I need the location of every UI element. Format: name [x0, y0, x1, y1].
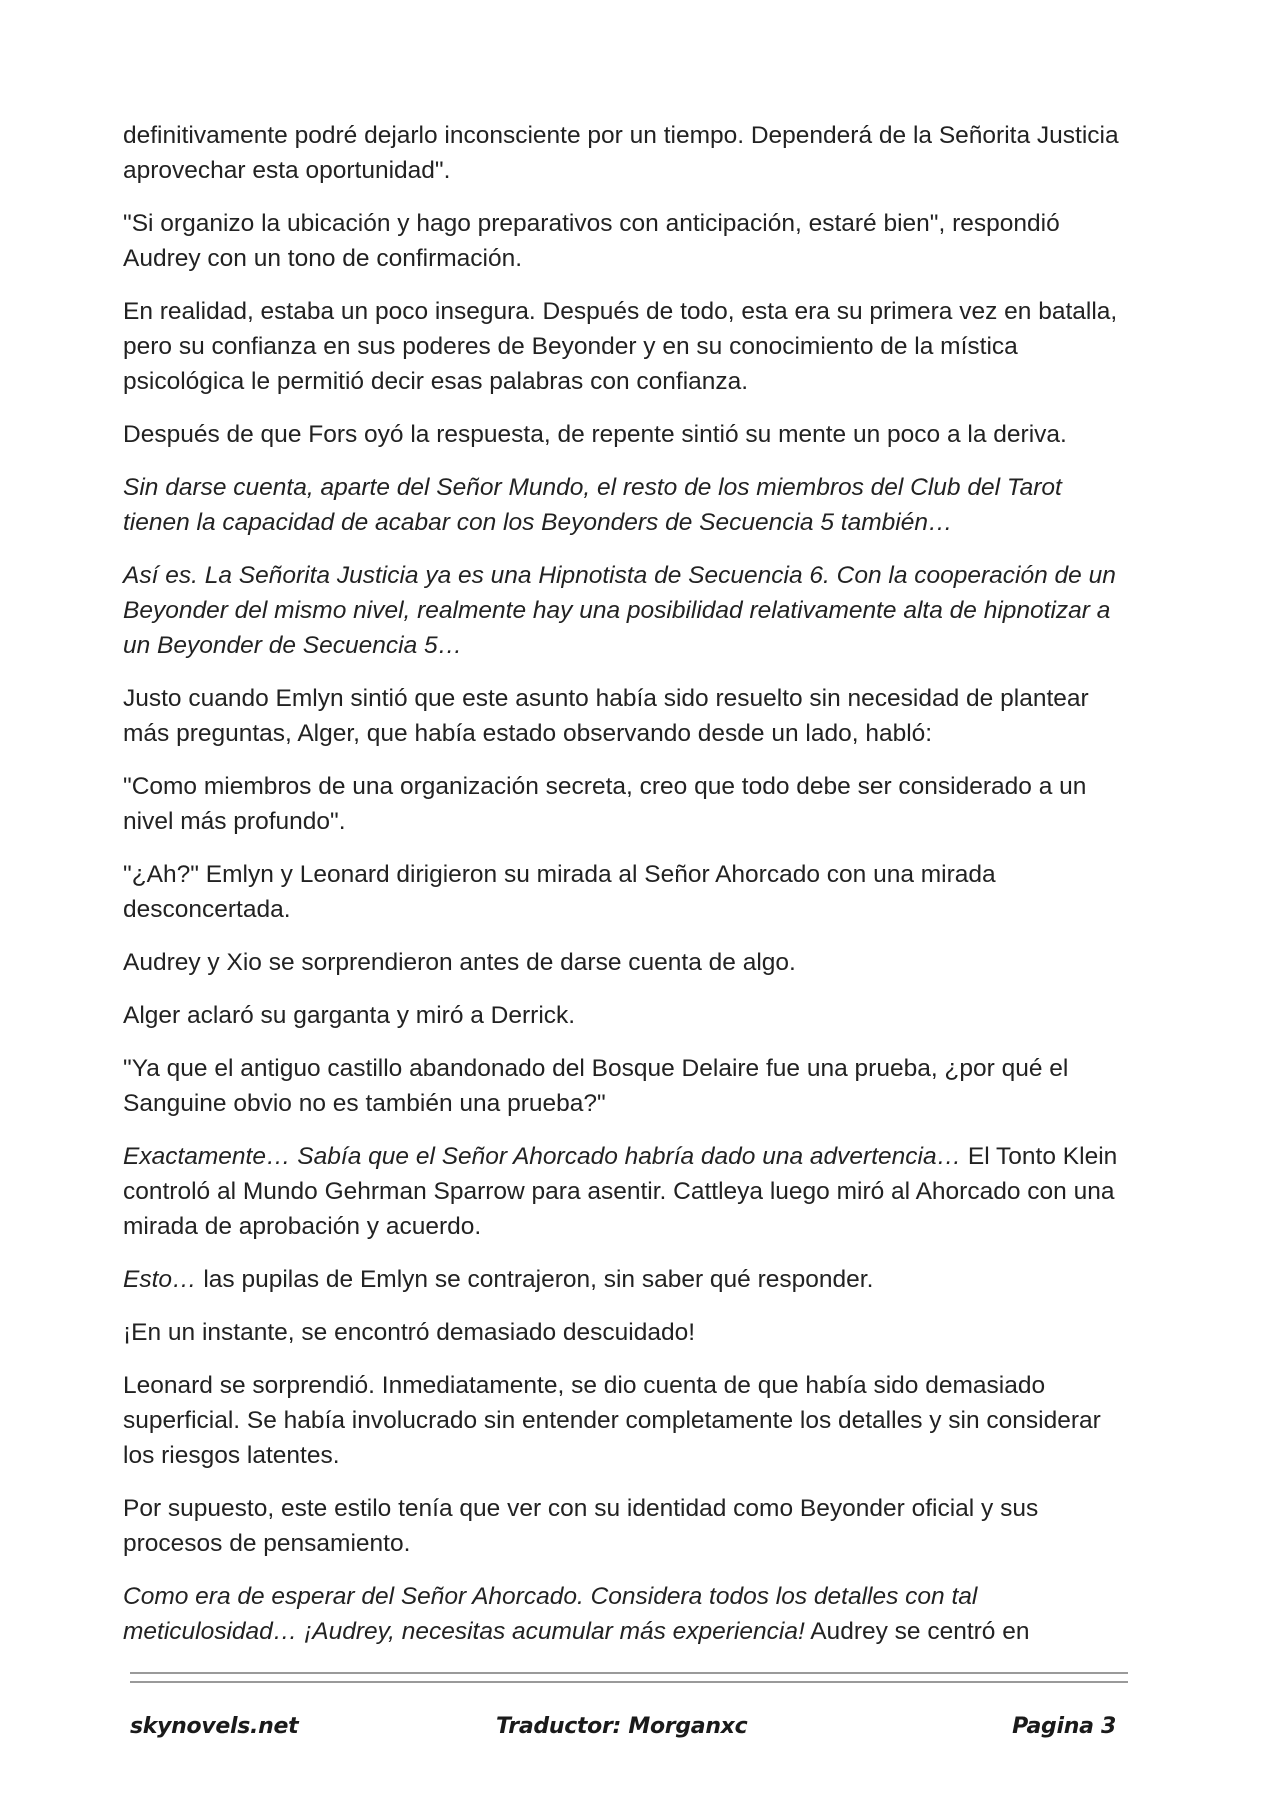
text-segment: En realidad, estaba un poco insegura. Después de todo, esta era su primera vez en batalla, pero su confianza en sus poderes de Beyonder y en su conocimiento de la mística psicológica le permitió decir esas palabras con confianza. [123, 298, 1118, 395]
paragraph [123, 558, 1133, 663]
paragraph [123, 945, 1133, 980]
text-segment: "Si organizo la ubicación y hago preparativos con anticipación, estaré bien", respondió Audrey con un tono de confirmación. [123, 210, 1060, 272]
paragraph [123, 470, 1133, 540]
italic-text-segment: Esto… [123, 1266, 197, 1293]
paragraph [123, 1139, 1133, 1244]
italic-text-segment: Como era de esperar del Señor Ahorcado. Considera todos los detalles con tal meticulosidad… ¡Audrey, necesitas acumular más experiencia! [123, 1583, 978, 1645]
paragraph [123, 118, 1133, 188]
footer-translator: Traductor: Morganxc [496, 1714, 748, 1739]
italic-text-segment: Así es. La Señorita Justicia ya es una Hipnotista de Secuencia 6. Con la cooperación de un Beyonder del mismo nivel, realmente hay una posibilidad relativamente alta de hipnotizar a un Beyonder de Secuencia 5… [123, 562, 1116, 659]
paragraph [123, 1491, 1133, 1561]
text-segment: Audrey se centró en [804, 1618, 1030, 1645]
text-segment: Alger aclaró su garganta y miró a Derrick. [123, 1002, 576, 1029]
document-body [123, 118, 1133, 1667]
paragraph [123, 681, 1133, 751]
paragraph [123, 206, 1133, 276]
paragraph [123, 294, 1133, 399]
footer-divider-bottom [130, 1681, 1128, 1683]
paragraph [123, 769, 1133, 839]
italic-text-segment: Sin darse cuenta, aparte del Señor Mundo, el resto de los miembros del Club del Tarot tienen la capacidad de acabar con los Beyonders de Secuencia 5 también… [123, 474, 1062, 536]
footer-page-number: Pagina 3 [1012, 1714, 1116, 1739]
paragraph [123, 998, 1133, 1033]
text-segment: "Ya que el antiguo castillo abandonado del Bosque Delaire fue una prueba, ¿por qué el Sanguine obvio no es también una prueba?" [123, 1055, 1069, 1117]
text-segment: Después de que Fors oyó la respuesta, de repente sintió su mente un poco a la deriva. [123, 421, 1067, 448]
text-segment: Audrey y Xio se sorprendieron antes de darse cuenta de algo. [123, 949, 796, 976]
paragraph [123, 1579, 1133, 1649]
paragraph [123, 417, 1133, 452]
paragraph [123, 1315, 1133, 1350]
text-segment: El Tonto Klein controló al Mundo Gehrman Sparrow para asentir. Cattleya luego miró al Ahorcado con una mirada de aprobación y acuerdo. [123, 1143, 1118, 1240]
paragraph [123, 857, 1133, 927]
text-segment: "¿Ah?" Emlyn y Leonard dirigieron su mirada al Señor Ahorcado con una mirada desconcertada. [123, 861, 996, 923]
text-segment: ¡En un instante, se encontró demasiado descuidado! [123, 1319, 696, 1346]
italic-text-segment: Exactamente… Sabía que el Señor Ahorcado habría dado una advertencia… [123, 1143, 962, 1170]
text-segment: las pupilas de Emlyn se contrajeron, sin saber qué responder. [196, 1266, 874, 1293]
text-segment: Leonard se sorprendió. Inmediatamente, se dio cuenta de que había sido demasiado superficial. Se había involucrado sin entender completamente los detalles y sin considerar los riesgos latentes. [123, 1372, 1101, 1469]
paragraph [123, 1368, 1133, 1473]
text-segment: "Como miembros de una organización secreta, creo que todo debe ser considerado a un nivel más profundo". [123, 773, 1087, 835]
text-segment: Por supuesto, este estilo tenía que ver con su identidad como Beyonder oficial y sus procesos de pensamiento. [123, 1495, 1039, 1557]
footer-site: skynovels.net [130, 1714, 299, 1739]
text-segment: definitivamente podré dejarlo inconsciente por un tiempo. Dependerá de la Señorita Justicia aprovechar esta oportunidad". [123, 122, 1119, 184]
footer-divider-top [130, 1672, 1128, 1674]
paragraph [123, 1051, 1133, 1121]
text-segment: Justo cuando Emlyn sintió que este asunto había sido resuelto sin necesidad de plantear más preguntas, Alger, que había estado observando desde un lado, habló: [123, 685, 1089, 747]
paragraph [123, 1262, 1133, 1297]
